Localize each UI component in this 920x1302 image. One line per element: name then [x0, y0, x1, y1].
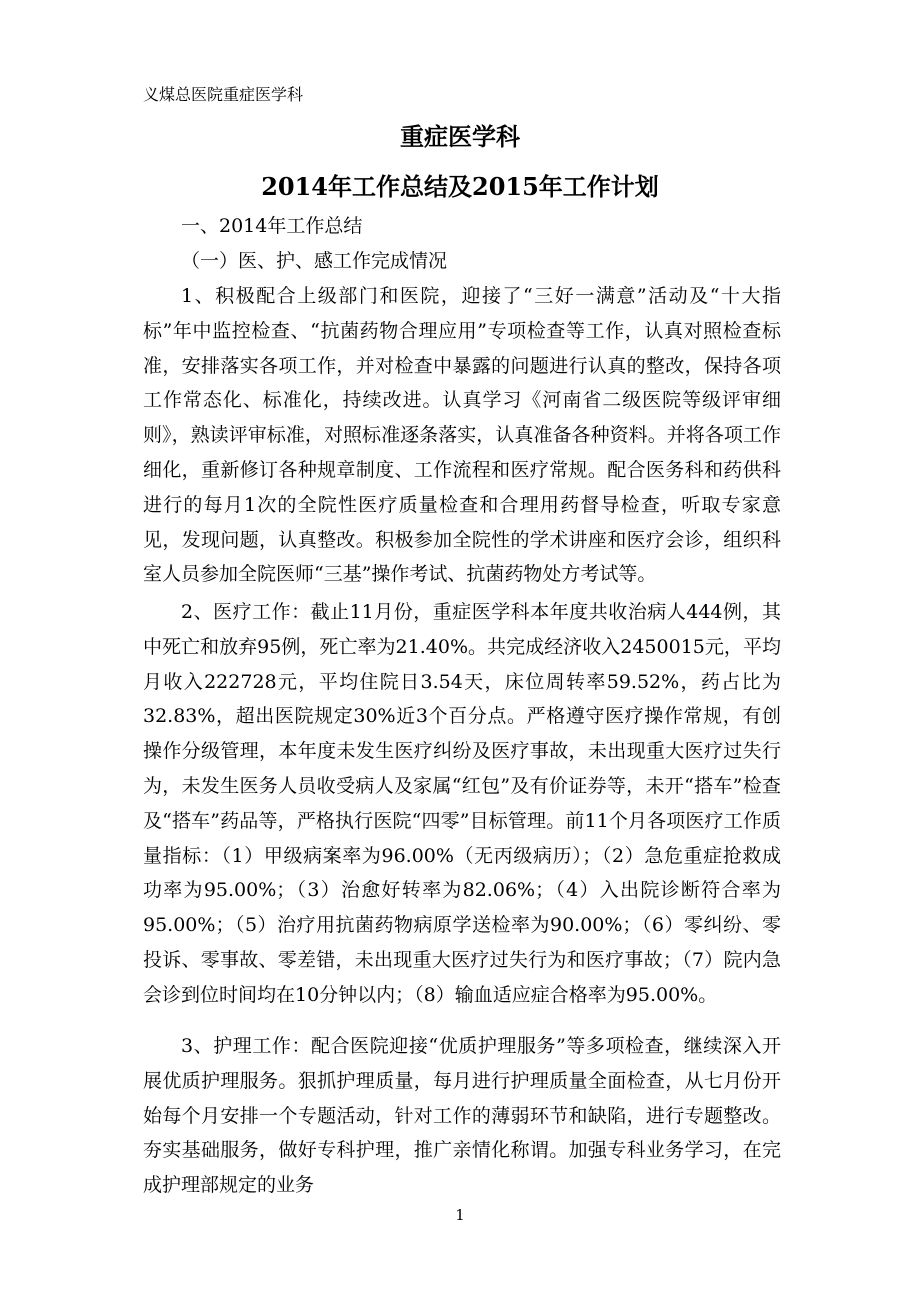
document-subtitle: 2014年工作总结及2015年工作计划	[261, 172, 659, 201]
page-header: 义煤总医院重症医学科	[143, 85, 304, 104]
paragraph-2: 2、医疗工作：截止11月份，重症医学科本年度共收治病人444例，其中死亡和放弃95例，死亡率为21.40%。共完成经济收入2450015元，平均月收入222728元，平均住院日3.54天，床位周转率59.52%，药占比为32.83%，超出医院规定30%近3个百分点。严格遵守医疗操作常规，有创操作分级管理，本年度未发生医疗纠纷及医疗事故，未出现重大医疗过失行为，未发生医务人员收受病人及家属“红包”及有价证券等，未开“搭车”检查及“搭车”药品等，严格执行医院“四零”目标管理。前11个月各项医疗工作质量指标：（1）甲级病案率为96.00%（无丙级病历）；（2）急危重症抢救成功率为95.00%；（3）治愈好转率为82.06%；（4）入出院诊断符合率为95.00%；（5）治疗用抗菌药物病原学送检率为90.00%；（6）零纠纷、零投诉、零事故、零差错，未出现重大医疗过失行为和医疗事故；（7）院内急会诊到位时间均在10分钟以内；（8）输血适应症合格率为95.00%。	[143, 601, 781, 1006]
section-heading: 一、2014年工作总结	[181, 215, 363, 237]
page-number: 1	[455, 1206, 465, 1224]
paragraph-3: 3、护理工作：配合医院迎接“优质护理服务”等多项检查，继续深入开展优质护理服务。狠抓护理质量，每月进行护理质量全面检查，从七月份开始每个月安排一个专题活动，针对工作的薄弱环节和缺陷，进行专题整改。夯实基础服务，做好专科护理，推广亲情化称谓。加强专科业务学习，在完成护理部规定的业务	[143, 1035, 781, 1197]
section-subheading: （一）医、护、感工作完成情况	[181, 250, 448, 272]
paragraph-1: 1、积极配合上级部门和医院，迎接了“三好一满意”活动及“十大指标”年中监控检查、“抗菌药物合理应用”专项检查等工作，认真对照检查标准，安排落实各项工作，并对检查中暴露的问题进行认真的整改，保持各项工作常态化、标准化，持续改进。认真学习《河南省二级医院等级评审细则》，熟读评审标准，对照标准逐条落实，认真准备各种资料。并将各项工作细化，重新修订各种规章制度、工作流程和医疗常规。配合医务科和药供科进行的每月1次的全院性医疗质量检查和合理用药督导检查，听取专家意见，发现问题，认真整改。积极参加全院性的学术讲座和医疗会诊，组织科室人员参加全院医师“三基”操作考试、抗菌药物处方考试等。	[143, 285, 781, 586]
document-title: 重症医学科	[400, 122, 520, 151]
